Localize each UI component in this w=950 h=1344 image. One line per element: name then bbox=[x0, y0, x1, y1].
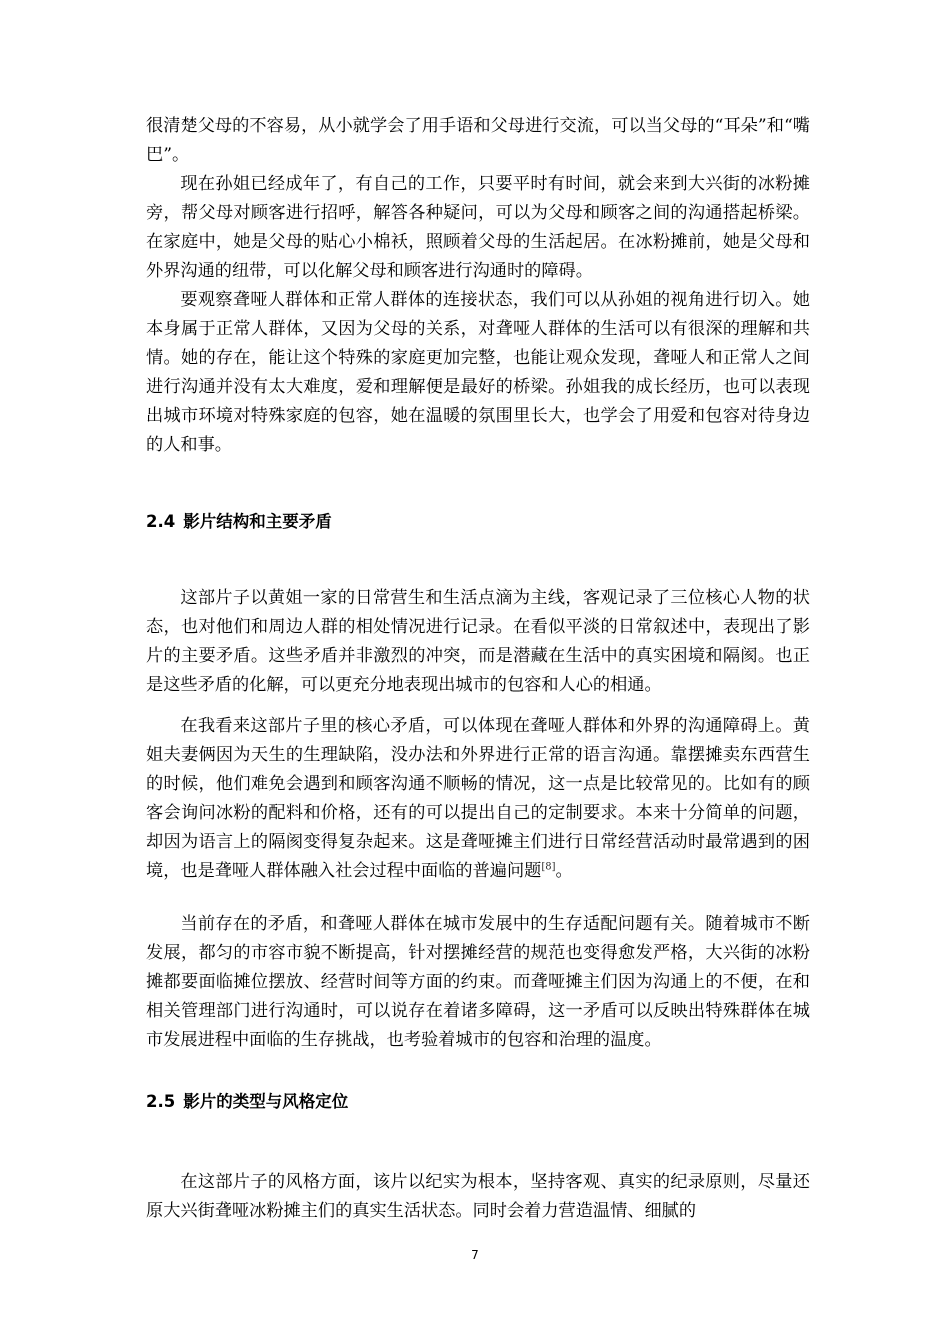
paragraph-observe-connection: 要观察聋哑人群体和正常人群体的连接状态，我们可以从孙姐的视角进行切入。她本身属于正常人群体，又因为父母的关系，对聋哑人群体的生活可以有很深的理解和共情。她的存在，能让这个特殊的家庭更加完整，也能让观众发现，聋哑人和正常人之间进行沟通并没有太大难度，爱和理解便是最好的桥梁。孙姐我的成长经历，也可以表现出城市环境对特殊家庭的包容，她在温暖的氛围里长大，也学会了用爱和包容对待身边的人和事。 bbox=[146, 290, 810, 455]
paragraph-continued: 很清楚父母的不容易，从小就学会了用手语和父母进行交流，可以当父母的“耳朵”和“嘴巴”。 bbox=[146, 116, 810, 165]
paragraph-tail: 。 bbox=[555, 861, 573, 881]
section-title: 影片的类型与风格定位 bbox=[183, 1092, 349, 1111]
paragraph-core-conflict bbox=[146, 712, 810, 886]
paragraph-current-conflict: 当前存在的矛盾，和聋哑人群体在城市发展中的生存适配问题有关。随着城市不断发展，都匀的市容市貌不断提高，针对摆摊经营的规范也变得愈发严格，大兴街的冰粉摊都要面临摊位摆放、经营时间等方面的约束。而聋哑摊主们因为沟通上的不便，在和相关管理部门进行沟通时，可以说存在着诸多障碍，这一矛盾可以反映出特殊群体在城市发展进程中面临的生存挑战，也考验着城市的包容和治理的温度。 bbox=[146, 914, 810, 1050]
paragraph-sun-adult: 现在孙姐已经成年了，有自己的工作，只要平时有时间，就会来到大兴街的冰粉摊旁，帮父母对顾客进行招呼，解答各种疑问，可以为父母和顾客之间的沟通搭起桥梁。在家庭中，她是父母的贴心小棉袄，照顾着父母的生活起居。在冰粉摊前，她是父母和外界沟通的纽带，可以化解父母和顾客进行沟通时的障碍。 bbox=[146, 174, 810, 281]
section-heading-2-5 bbox=[146, 1090, 348, 1114]
paragraph-style: 在这部片子的风格方面，该片以纪实为根本，坚持客观、真实的纪录原则，尽量还原大兴街聋哑冰粉摊主们的真实生活状态。同时会着力营造温情、细腻的 bbox=[146, 1172, 810, 1221]
section-number: 2.4 bbox=[146, 512, 176, 531]
section-title: 影片结构和主要矛盾 bbox=[183, 512, 332, 531]
section-number: 2.5 bbox=[146, 1092, 176, 1111]
section-heading-2-4 bbox=[146, 510, 332, 534]
page-number: 7 bbox=[471, 1248, 479, 1262]
citation-ref: [8] bbox=[541, 861, 556, 873]
paragraph-text: 在我看来这部片子里的核心矛盾，可以体现在聋哑人群体和外界的沟通障碍上。黄姐夫妻俩因为天生的生理缺陷，没办法和外界进行正常的语言沟通。靠摆摊卖东西营生的时候，他们难免会遇到和顾客沟通不顺畅的情况，这一点是比较常见的。比如有的顾客会询问冰粉的配料和价格，还有的可以提出自己的定制要求。本来十分简单的问题，却因为语言上的隔阂变得复杂起来。这是聋哑摊主们进行日常经营活动时最常遇到的困境，也是聋哑人群体融入社会过程中面临的普遍问题 bbox=[146, 716, 810, 881]
paragraph-structure: 这部片子以黄姐一家的日常营生和生活点滴为主线，客观记录了三位核心人物的状态，也对他们和周边人群的相处情况进行记录。在看似平淡的日常叙述中，表现出了影片的主要矛盾。这些矛盾并非激烈的冲突，而是潜藏在生活中的真实困境和隔阂。也正是这些矛盾的化解，可以更充分地表现出城市的包容和人心的相通。 bbox=[146, 588, 810, 695]
